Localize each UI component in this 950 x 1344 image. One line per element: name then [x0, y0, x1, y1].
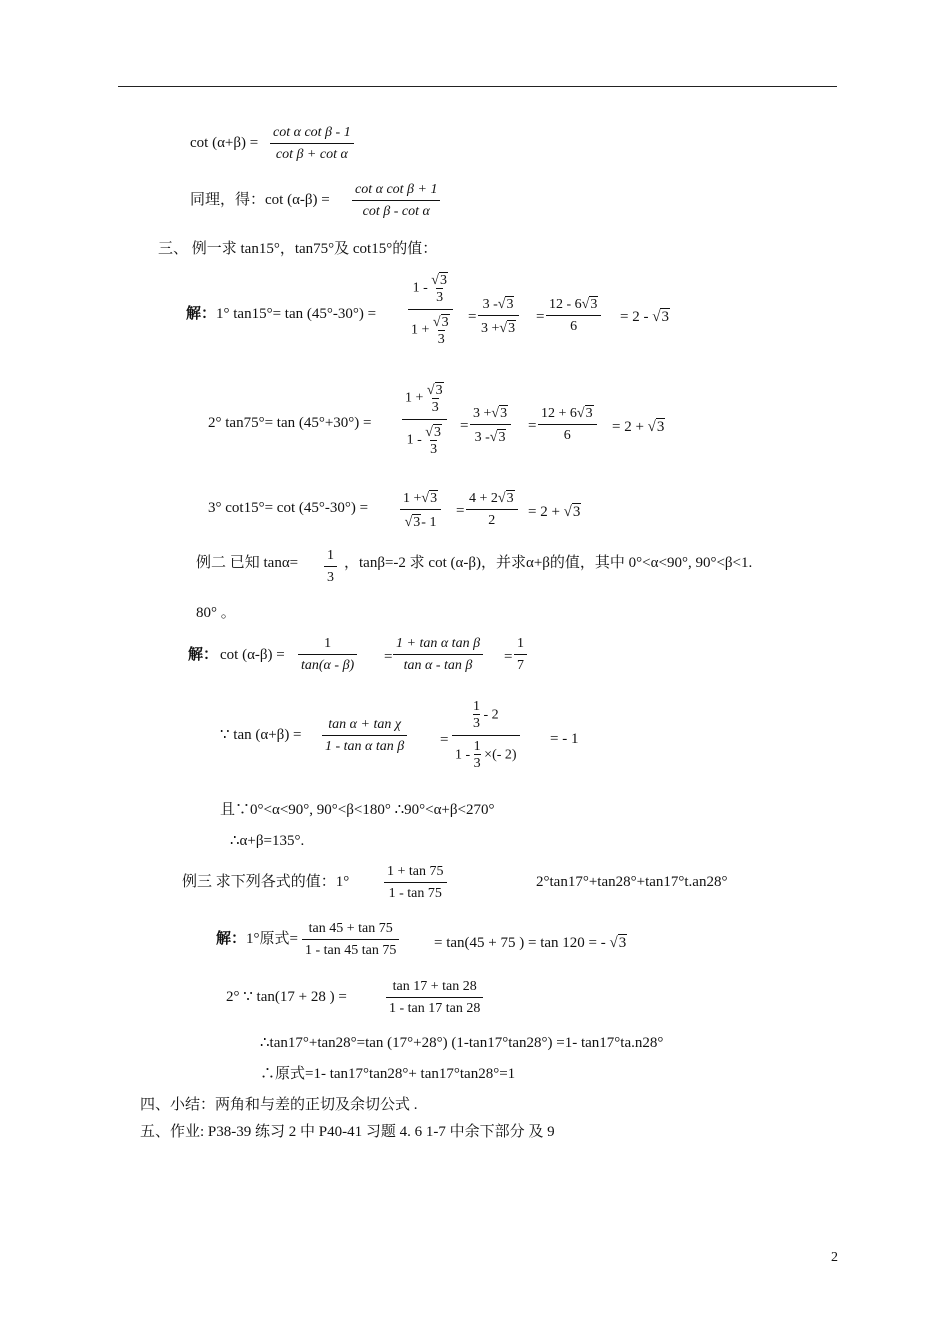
cot-diff-numerator: cot α cot β + 1: [352, 183, 440, 201]
example-2-solution-label: 解：: [188, 647, 219, 663]
solution-label: 解：: [186, 306, 217, 322]
tan15-r1-fraction: $\frac{12 - 6√3}{6}$: [546, 296, 601, 334]
cot-sum-denominator: cot β + cot α: [275, 147, 348, 162]
tan15-lhs: 1° tan15°= tan (45°-30°) =: [216, 306, 377, 322]
sqrt-symbol: √3: [432, 315, 449, 330]
example-2-intro-wrap: 80° 。: [196, 605, 236, 621]
tan-alpha-fraction: $\frac{1}{3}$: [324, 549, 337, 585]
tan75-complex-fraction: $1 + \frac{√3}{3}$ $1 - \frac{√3}{3}$: [402, 382, 447, 457]
example-3-solution-label: 解：: [216, 931, 247, 947]
tan75-result: = 2 + √3: [612, 419, 665, 435]
tan-sum-result: = - 1: [550, 731, 579, 747]
solution-2-fraction: $\frac{\tan 17 + \tan 28}{1 - \tan 17 \tan 28}$: [386, 980, 483, 1016]
cot-diff-fraction: [352, 183, 440, 219]
tan-sum-f2: $\frac{1}{3} - 2$ $1 - \frac{1}{3}$ ×(- 2): [452, 700, 520, 771]
cot15-r1-fraction: $\frac{4 + 2√3}{2}$: [466, 490, 518, 528]
header-rule: [118, 86, 837, 87]
tan15-complex-fraction: $1 - \frac{√3}{3}$ $1 + \frac{√3}{3}$: [408, 272, 453, 347]
cot-diff-lhs: 同理，得：cot (α-β) =: [190, 192, 330, 208]
section-4-summary: 四、小结：两角和与差的正切及余切公式 .: [140, 1097, 418, 1113]
tan75-r1-fraction: $\frac{12 + 6√3}{6}$: [538, 405, 597, 443]
angle-condition: 且∵0°<α<90°, 90°<β<180° ∴90°<α+β<270°: [220, 802, 495, 818]
tan-sum-f1: $\frac{\text{tan α + tan χ}}{\text{1 - tan α tan β}}$: [322, 718, 407, 754]
cot-sum-fraction: [270, 126, 354, 162]
tan15-den-head: 1 +: [411, 322, 430, 338]
section-5-homework: 五、作业: P38-39 练习 2 中 P40-41 习题 4. 6 1-7 中余下部分 及 9: [140, 1124, 555, 1140]
tan75-lhs: 2° tan75°= tan (45°+30°) =: [208, 415, 372, 431]
example-2-intro: 例二 已知 tanα=: [196, 555, 299, 571]
example-2-intro-cont: ，tanβ=-2 求 cot (α-β)，并求α+β的值，其中 0°<α<90°, 90°<β<1.: [344, 555, 753, 571]
cot-diff-result: $\frac{1}{7}$: [514, 637, 527, 673]
tan15-mid-fraction: $\frac{3 -√3}{3 +√3}$: [478, 296, 519, 336]
example-3-intro: 例三 求下列各式的值：1°: [182, 874, 350, 890]
cot-diff-denominator: cot β - cot α: [362, 204, 430, 219]
solution-2-line-1: ∴tan17°+tan28°=tan (17°+28°) (1-tan17°tan28°) =1- tan17°ta.n28°: [260, 1035, 664, 1051]
solution-1-lhs: 1°原式=: [246, 931, 298, 947]
cot-diff-f2: $\frac{\text{1 + tan α tan β}}{\text{tan α - tan β}}$: [393, 637, 483, 673]
cot15-fraction: $\frac{1 +√3}{√3- 1}$: [400, 490, 441, 530]
sqrt-symbol: √3: [431, 273, 447, 288]
solution-1-result: = tan(45 + 75 ) = tan 120 = - √3: [434, 935, 627, 951]
cot15-result: = 2 + √3: [528, 504, 581, 520]
solution-2-line-2: ∴原式=1- tan17°tan28°+ tan17°tan28°=1: [260, 1066, 516, 1082]
tan15-result: = 2 - √3: [620, 309, 669, 325]
tan-sum-lhs: ∵ tan (α+β) =: [220, 727, 302, 743]
page-number: 2: [831, 1250, 838, 1265]
cot-diff-eval-lhs: cot (α-β) =: [220, 647, 285, 663]
tan15-num-head: 1 -: [412, 280, 428, 296]
example-3-q1-fraction: $\frac{1 + \tan 75}{1 - \tan 75}$: [384, 865, 447, 901]
cot-diff-f1: $\frac{1}{\tan(\alpha - \beta)}$: [298, 637, 357, 673]
section-3-heading: 三、 例一求 tan15°，tan75°及 cot15°的值：: [158, 241, 438, 257]
solution-1-fraction: $\frac{\tan 45 + \tan 75}{1 - \tan 45 \tan 75}$: [302, 922, 399, 958]
cot15-lhs: 3° cot15°= cot (45°-30°) =: [208, 500, 369, 516]
example-3-q2: 2°tan17°+tan28°+tan17°t.an28°: [536, 874, 728, 890]
solution-2-lhs: 2° ∵ tan(17 + 28 ) =: [226, 989, 347, 1005]
cot-sum-numerator: cot α cot β - 1: [270, 126, 354, 144]
cot-sum-lhs: cot (α+β) =: [190, 135, 259, 151]
angle-conclusion: ∴α+β=135°.: [230, 833, 305, 849]
tan75-mid-fraction: $\frac{3 +√3}{3 -√3}$: [470, 405, 511, 445]
